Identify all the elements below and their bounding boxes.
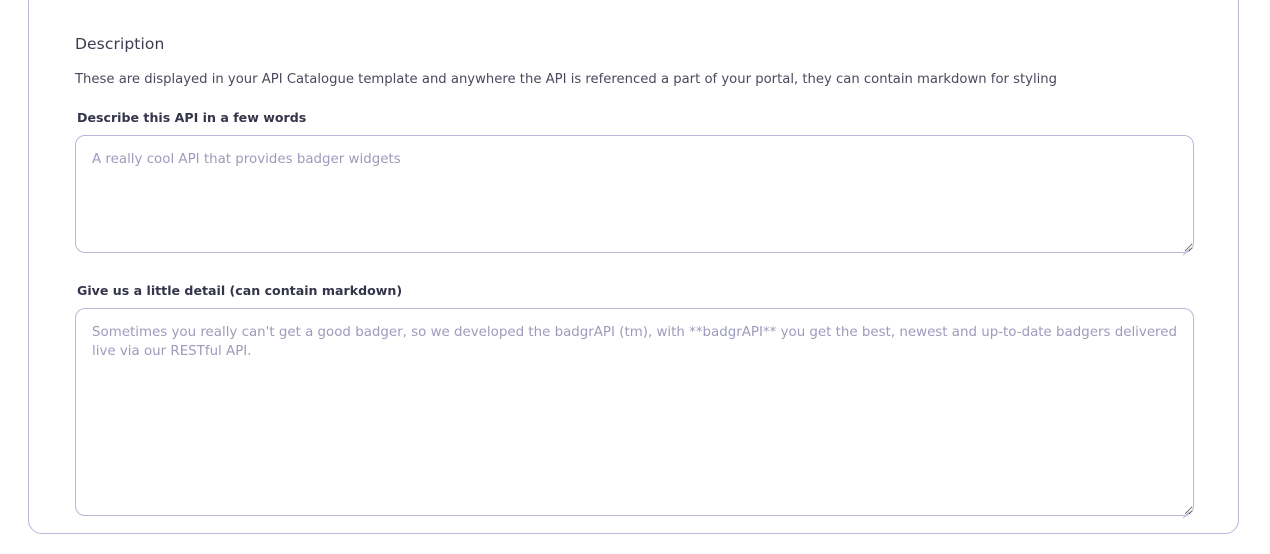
long-description-field <box>75 283 1192 516</box>
short-description-label: Describe this API in a few words <box>77 110 307 126</box>
section-description: These are displayed in your API Catalogue template and anywhere the API is referenced a part of your portal, they can contain markdown for styling <box>75 72 1058 87</box>
long-description-input[interactable] <box>75 308 1194 516</box>
description-card <box>28 0 1239 534</box>
short-description-input[interactable] <box>75 135 1194 253</box>
long-description-input-wrap <box>75 308 1194 516</box>
page-title: Description <box>75 35 165 53</box>
short-description-input-wrap <box>75 135 1194 253</box>
long-description-label: Give us a little detail (can contain markdown) <box>77 283 403 299</box>
short-description-field <box>75 110 1192 253</box>
description-card-body <box>29 0 1238 516</box>
